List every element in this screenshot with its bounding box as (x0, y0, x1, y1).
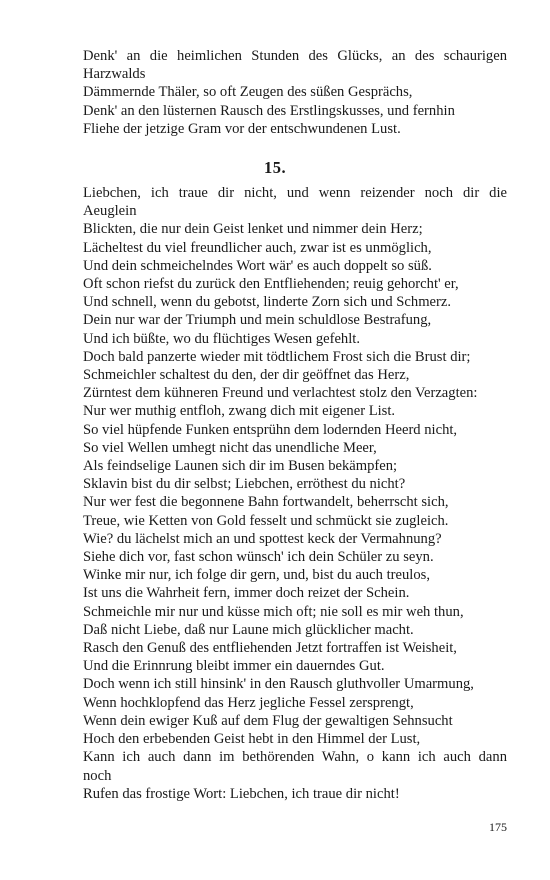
verse-line: Und ich büßte, wo du flüchtiges Wesen gefehlt. (83, 330, 360, 347)
poem-number-heading: 15. (263, 158, 287, 177)
verse-line: Rufen das frostige Wort: Liebchen, ich traue dir nicht! (83, 785, 400, 802)
poem-body (83, 184, 507, 803)
verse-line: Aeuglein (83, 203, 137, 220)
verse-line: Denk' an den lüsternen Rausch des Erstlingskusses, und fernhin (83, 102, 455, 119)
verse-line: Doch bald panzerte wieder mit tödtlichem Frost sich die Brust dir; (83, 348, 471, 365)
verse-line: Nur wer muthig entfloh, zwang dich mit eigener List. (83, 403, 396, 420)
verse-line: Und die Erinnrung bleibt immer ein dauerndes Gut. (83, 658, 385, 675)
verse-line: Zürntest dem kühneren Freund und verlachtest stolz den Verzagten: (83, 385, 478, 402)
verse-line: Dein nur war der Triumph und mein schuldlose Bestrafung, (83, 312, 432, 329)
verse-line: Treue, wie Ketten von Gold fesselt und schmückt sie zugleich. (83, 512, 449, 529)
verse-line: Und schnell, wenn du gebotst, linderte Zorn sich und Schmerz. (83, 294, 452, 311)
verse-line: Hoch den erbebenden Geist hebt in den Himmel der Lust, (83, 731, 421, 748)
verse-line: Schmeichler schaltest du den, der dir geöffnet das Herz, (83, 367, 410, 384)
verse-line: Und dein schmeichelndes Wort wär' es auch doppelt so süß. (83, 257, 432, 274)
verse-line: Lächeltest du viel freundlicher auch, zwar ist es unmöglich, (83, 239, 432, 256)
verse-line: Oft schon riefst du zurück den Entfliehenden; reuig gehorcht' er, (83, 276, 459, 293)
verse-line: Blickten, die nur dein Geist lenket und nimmer dein Herz; (83, 221, 423, 238)
verse-line: Fliehe der jetzige Gram vor der entschwundenen Lust. (83, 120, 401, 137)
verse-line: Wenn hochklopfend das Herz jegliche Fessel zersprengt, (83, 694, 414, 711)
verse-line: Kann ich auch dann im bethörenden Wahn, o kann ich auch dann (83, 749, 507, 766)
verse-line: Denk' an die heimlichen Stunden des Glücks, an des schaurigen (83, 48, 507, 64)
verse-line: Wie? du lächelst mich an und spottest keck der Vermahnung? (83, 530, 442, 547)
verse-line: Liebchen, ich traue dir nicht, und wenn reizender noch dir die (83, 185, 507, 201)
verse-line: Rasch den Genuß des entfliehenden Jetzt fortraffen ist Weisheit, (83, 640, 457, 657)
verse-line: Doch wenn ich still hinsink' in den Rausch gluthvoller Umarmung, (83, 676, 474, 693)
verse-line: Sklavin bist du dir selbst; Liebchen, erröthest du nicht? (83, 476, 406, 493)
verse-line: Winke mir nur, ich folge dir gern, und, bist du auch treulos, (83, 567, 430, 584)
verse-line: Daß nicht Liebe, daß nur Laune mich glücklicher macht. (83, 621, 414, 638)
intro-stanza (83, 47, 507, 138)
verse-line: Nur wer fest die begonnene Bahn fortwandelt, beherrscht sich, (83, 494, 449, 511)
verse-line: Siehe dich vor, fast schon wünsch' ich dein Schüler zu seyn. (83, 549, 434, 566)
verse-line: Ist uns die Wahrheit fern, immer doch reizet der Schein. (83, 585, 410, 602)
verse-line: Wenn dein ewiger Kuß auf dem Flug der gewaltigen Sehnsucht (83, 712, 453, 729)
page-number: 175 (489, 820, 507, 834)
verse-line: So viel Wellen umhegt nicht das unendliche Meer, (83, 439, 377, 456)
verse-line: Dämmernde Thäler, so oft Zeugen des süßen Gesprächs, (83, 84, 413, 101)
verse-line: So viel hüpfende Funken entsprühn dem lodernden Heerd nicht, (83, 421, 458, 438)
verse-line: noch (83, 767, 112, 784)
verse-line: Harzwalds (83, 66, 146, 83)
verse-line: Als feindselige Launen sich dir im Busen bekämpfen; (83, 458, 398, 475)
verse-line: Schmeichle mir nur und küsse mich oft; nie soll es mir weh thun, (83, 603, 464, 620)
